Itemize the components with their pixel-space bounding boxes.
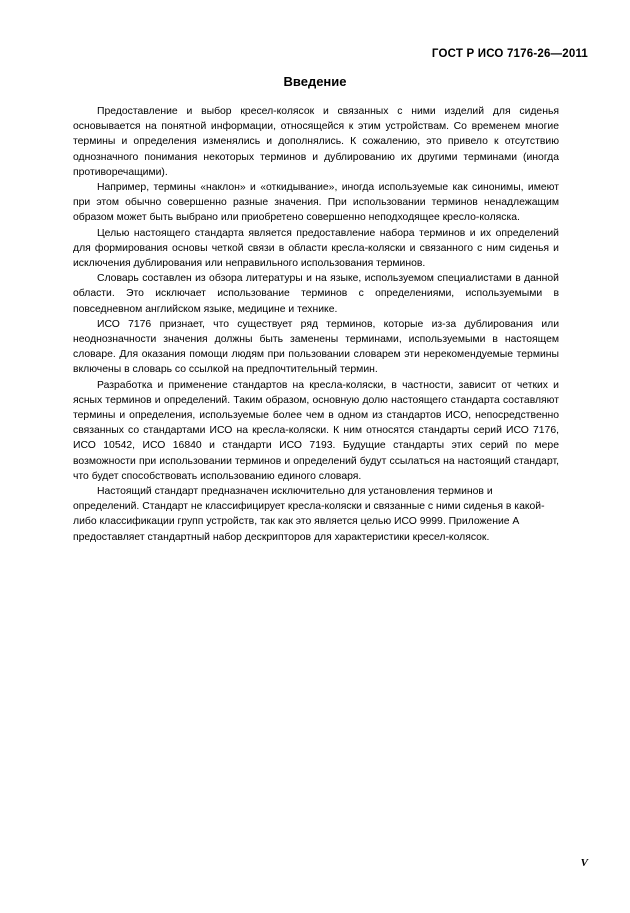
paragraph: Настоящий стандарт предназначен исключительно для установления терминов и определений. Стандарт не классифицирует кресла-коляски и связанные с ними сиденья в какой-либо классификации групп устройств, так как это является целью ИСО 9999. Приложение А предоставляет стандартный набор дескрипторов для характеристики кресел-колясок. (73, 486, 545, 543)
page-number: V (580, 857, 588, 869)
paragraph: Например, термины «наклон» и «откидывание», иногда используемые как синонимы, имеют при этом обычно совершенно разные значения. При использовании терминов ненадлежащим образом может быть выбрано или приобретено совершенно неподходящее кресло-коляска. (73, 182, 559, 224)
paragraph: Словарь составлен из обзора литературы и на языке, используемом специалистами в данной области. Это исключает использование терминов с определениями, используемыми в повседневном английском языке, медицине и технике. (73, 273, 559, 315)
paragraph: Разработка и применение стандартов на кресла-коляски, в частности, зависит от четких и ясных терминов и определений. Таким образом, основную долю настоящего стандарта составляют термины и определения, используемые более чем в одном из стандартов ИСО, непосредственно связанных со стандартами ИСО на кресла-коляски. К ним относятся стандарты серий ИСО 7176, ИСО 10542, ИСО 16840 и стандарти ИСО 7193. Будущие стандарты этих серий по мере возможности при использовании терминов и определений будут ссылаться на настоящий стандарт, что будет способствовать использованию единого словаря. (73, 379, 559, 482)
paragraph: Целью настоящего стандарта является предоставление набора терминов и их определений для формирования основы четкой связи в области кресла-коляски и связанного с ним сиденья и исключения дублирования или неправильного использования терминов. (73, 227, 559, 270)
paragraph: ИСО 7176 признает, что существует ряд терминов, которые из-за дублирования или неоднозначности значения должны быть заменены терминами, используемыми в настоящем словаре. Для оказания помощи людям при пользовании словарем эти нерекомендуемые термины включены в словарь со ссылкой на предпочтительный термин. (73, 318, 559, 376)
page-title: Введение (283, 74, 347, 89)
document-header: ГОСТ Р ИСО 7176-26—2011 (431, 48, 588, 60)
paragraph: Предоставление и выбор кресел-колясок и связанных с ними изделий для сиденья основывается на понятной информации, относящейся к этим устройствам. Со временем многие термины и определения изменялись и дополнялись. К сожалению, это привело к отсутствию однозначного понимания некоторых терминов и дублированию их другими терминами (иногда противоречащими). (73, 106, 559, 178)
body-text (73, 104, 559, 545)
